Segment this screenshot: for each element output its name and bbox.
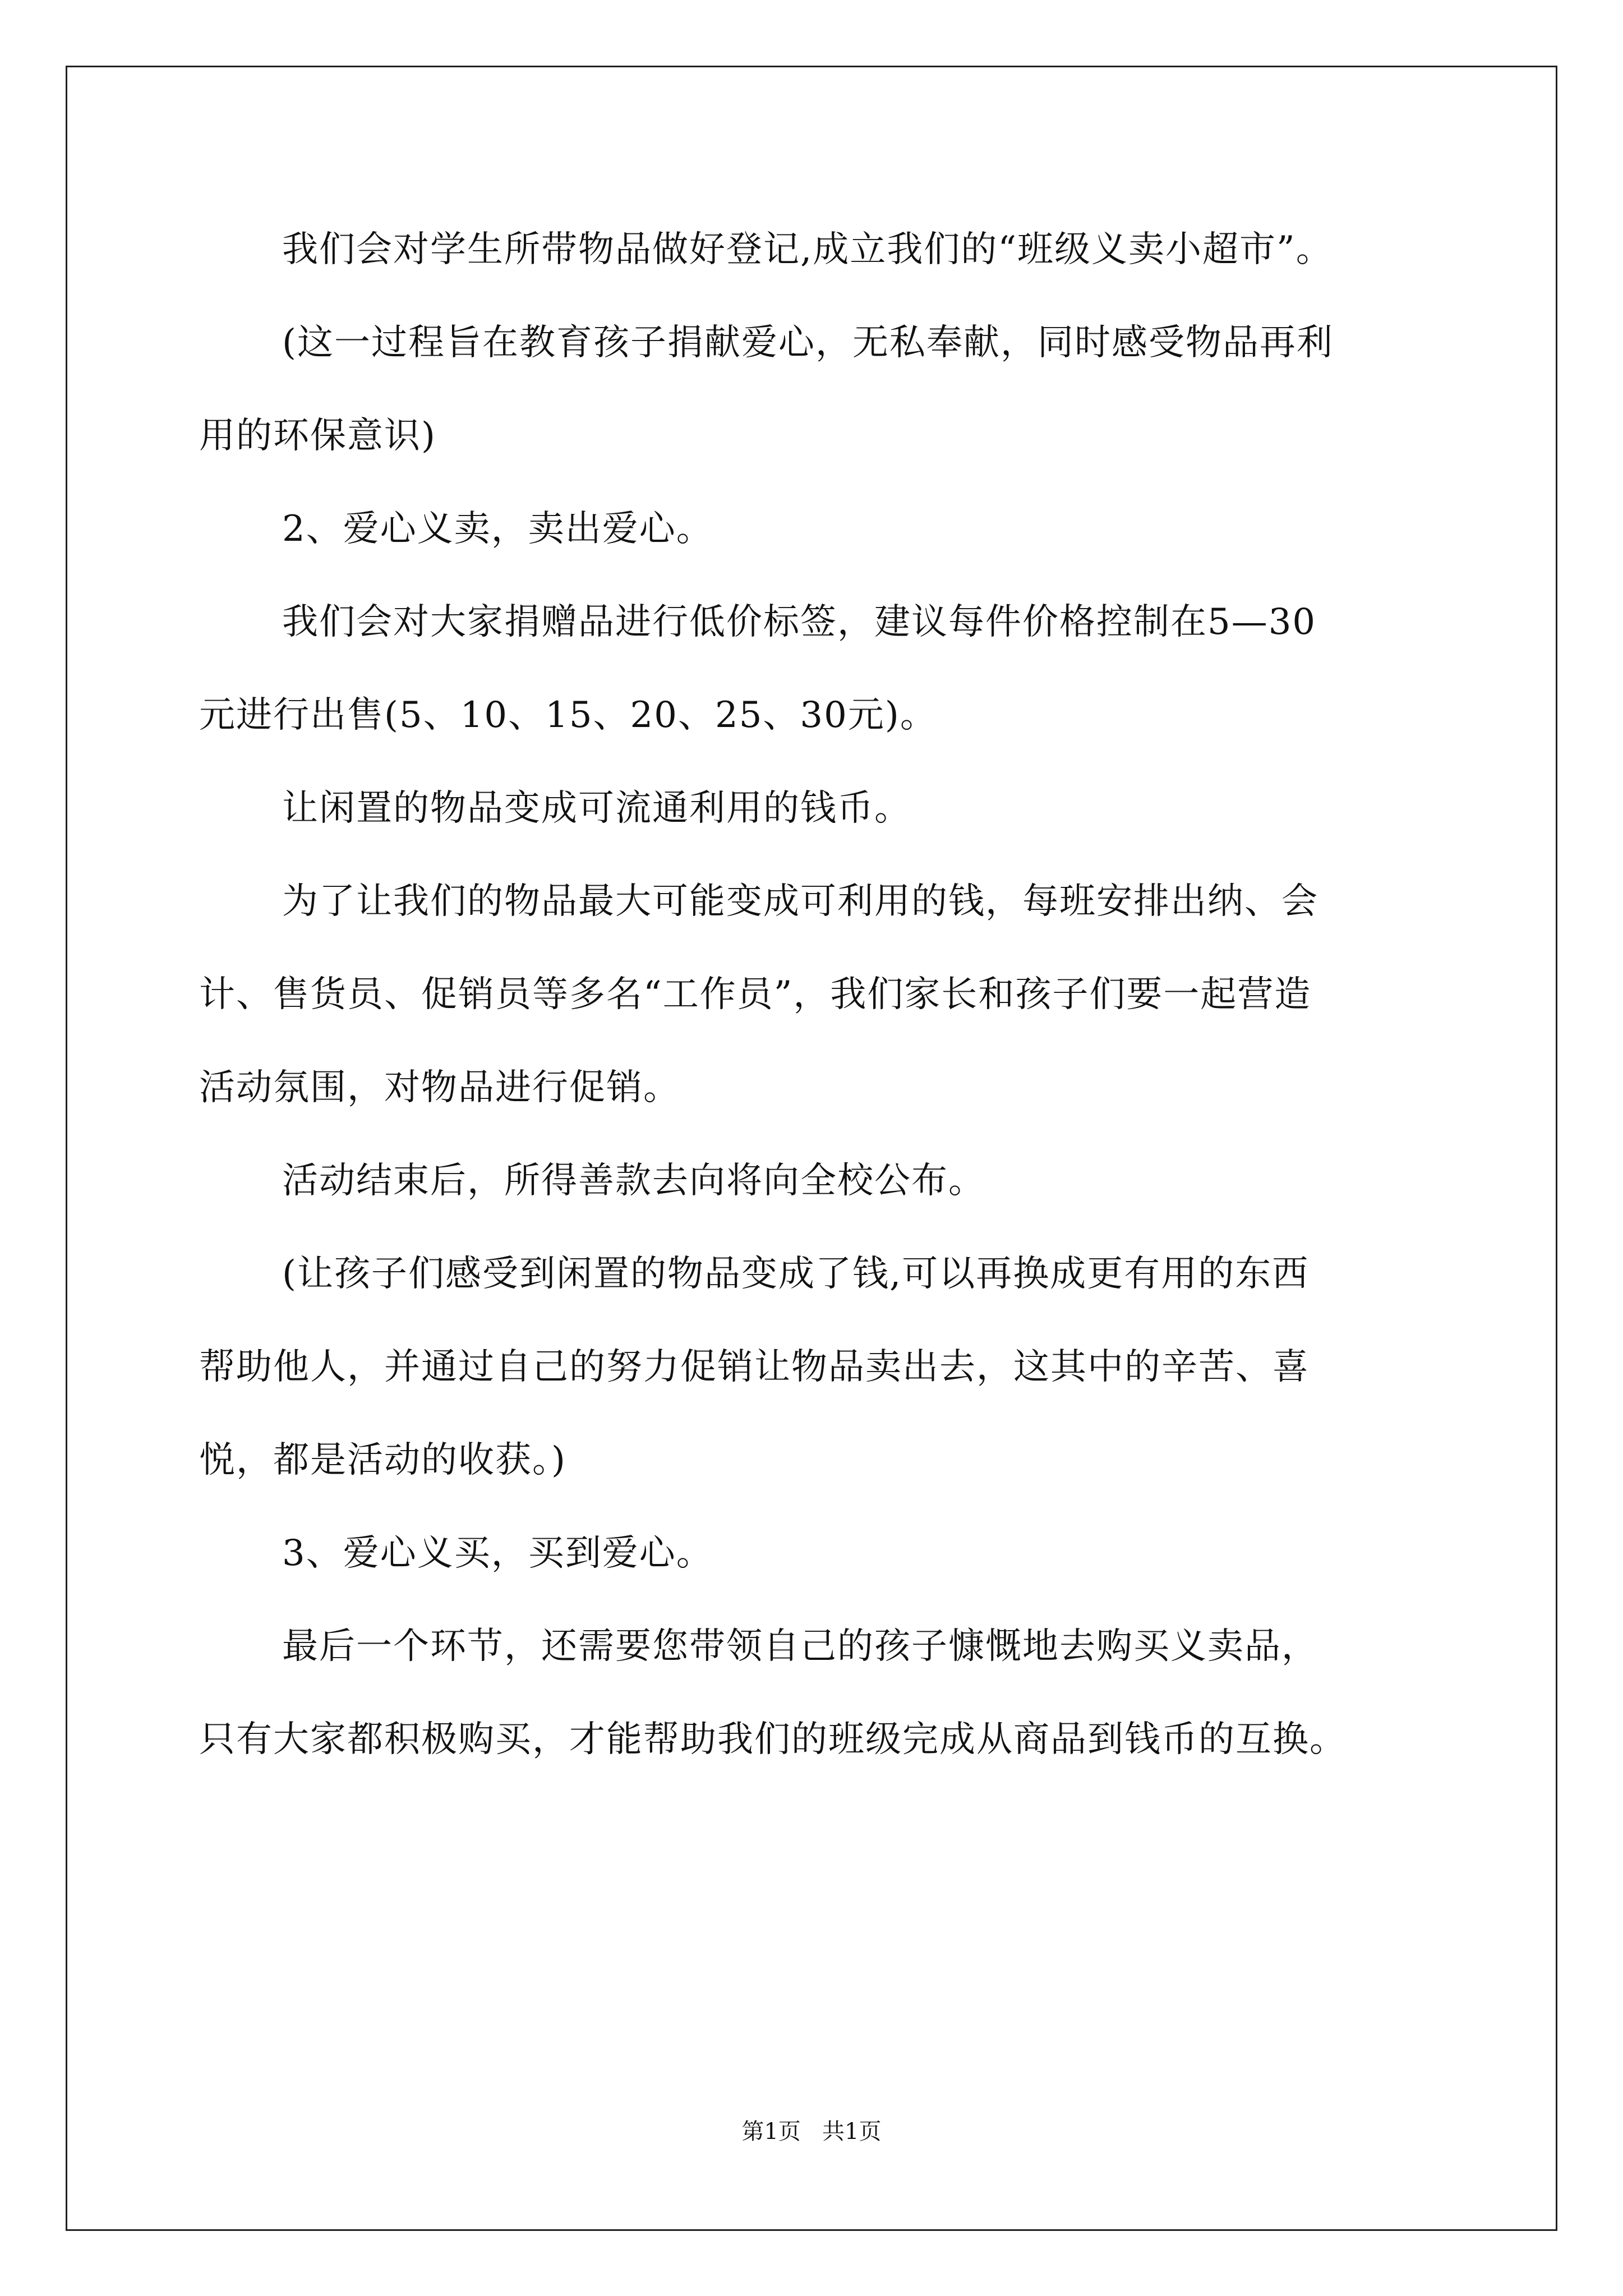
text-line: 计、售货员、促销员等多名“工作员”，我们家长和孩子们要一起营造	[199, 974, 1312, 1015]
text-line: 让闲置的物品变成可流通利用的钱币。	[282, 788, 911, 829]
text-line: (让孩子们感受到闲置的物品变成了钱,可以再换成更有用的东西	[282, 1253, 1310, 1295]
text-line: 活动氛围，对物品进行促销。	[199, 1067, 680, 1108]
text-line: 悦，都是活动的收获。)	[199, 1439, 566, 1481]
text-line: (这一过程旨在教育孩子捐献爱心，无私奉献，同时感受物品再利	[282, 322, 1334, 364]
document-body	[199, 216, 1444, 1799]
text-line: 我们会对大家捐赠品进行低价标签，建议每件价格控制在5—30	[282, 601, 1317, 643]
text-line: 元进行出售(5、10、15、20、25、30元)。	[199, 694, 937, 736]
text-line: 用的环保意识)	[199, 415, 436, 457]
text-line: 3、爱心义买，买到爱心。	[282, 1533, 713, 1574]
text-line: 只有大家都积极购买，才能帮助我们的班级完成从商品到钱币的互换。	[199, 1719, 1347, 1760]
text-line: 为了让我们的物品最大可能变成可利用的钱，每班安排出纳、会	[282, 881, 1318, 922]
text-line: 最后一个环节，还需要您带领自己的孩子慷慨地去购买义卖品，	[282, 1626, 1318, 1667]
text-line: 帮助他人，并通过自己的努力促销让物品卖出去，这其中的辛苦、喜	[199, 1346, 1310, 1388]
text-line: 2、爱心义卖，卖出爱心。	[282, 508, 713, 550]
text-line: 活动结束后，所得善款去向将向全校公布。	[282, 1160, 985, 1202]
text-line: 我们会对学生所带物品做好登记,成立我们的“班级义卖小超市”。	[282, 229, 1333, 270]
page-number-footer: 第1页 共1页	[741, 2119, 882, 2145]
